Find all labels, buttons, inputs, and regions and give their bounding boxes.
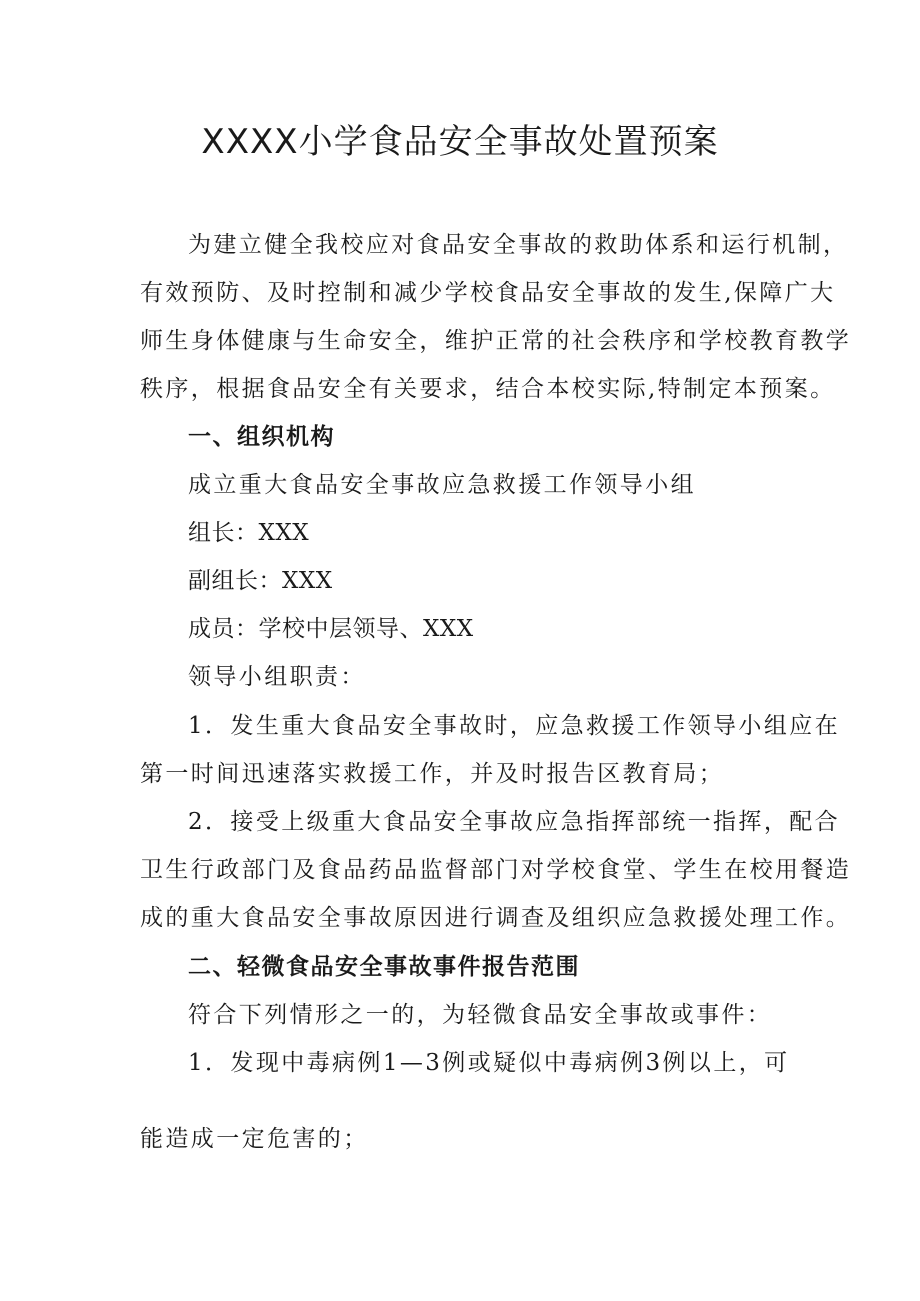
intro-line-2: 有效预防、及时控制和减少学校食品安全事故的发生,保障广大 (140, 280, 836, 306)
section-2-item-1-line-1: 1．发现中毒病例1—3例或疑似中毒病例3例以上，可 (188, 1050, 790, 1076)
leader-line: 组长：XXX (188, 520, 310, 546)
section-2-line-1: 符合下列情形之一的，为轻微食品安全事故或事件： (188, 1002, 773, 1028)
section-1-line-1: 成立重大食品安全事故应急救援工作领导小组 (188, 472, 696, 498)
members-line: 成员：学校中层领导、XXX (188, 616, 474, 642)
duties-label: 领导小组职责： (188, 664, 366, 690)
section-1-heading: 一、组织机构 (188, 424, 335, 450)
duty-2-line-1: 2．接受上级重大食品安全事故应急指挥部统一指挥，配合 (188, 809, 841, 835)
intro-line-4: 秩序，根据食品安全有关要求，结合本校实际,特制定本预案。 (140, 376, 836, 402)
duty-1-line-1: 1．发生重大食品安全事故时，应急救援工作领导小组应在 (188, 713, 841, 739)
duty-2-line-3: 成的重大食品安全事故原因进行调查及组织应急救援处理工作。 (140, 905, 852, 931)
section-2-heading: 二、轻微食品安全事故事件报告范围 (188, 954, 580, 980)
duty-2-line-2: 卫生行政部门及食品药品监督部门对学校食堂、学生在校用餐造 (140, 857, 852, 883)
section-2-item-1-line-2: 能造成一定危害的； (140, 1126, 369, 1152)
document-title: XXXX小学食品安全事故处置预案 (201, 122, 719, 162)
intro-line-1: 为建立健全我校应对食品安全事故的救助体系和运行机制， (188, 232, 849, 258)
intro-line-3: 师生身体健康与生命安全，维护正常的社会秩序和学校教育教学 (140, 328, 852, 354)
duty-1-line-2: 第一时间迅速落实救援工作，并及时报告区教育局； (140, 761, 725, 787)
deputy-leader-line: 副组长：XXX (188, 568, 333, 594)
